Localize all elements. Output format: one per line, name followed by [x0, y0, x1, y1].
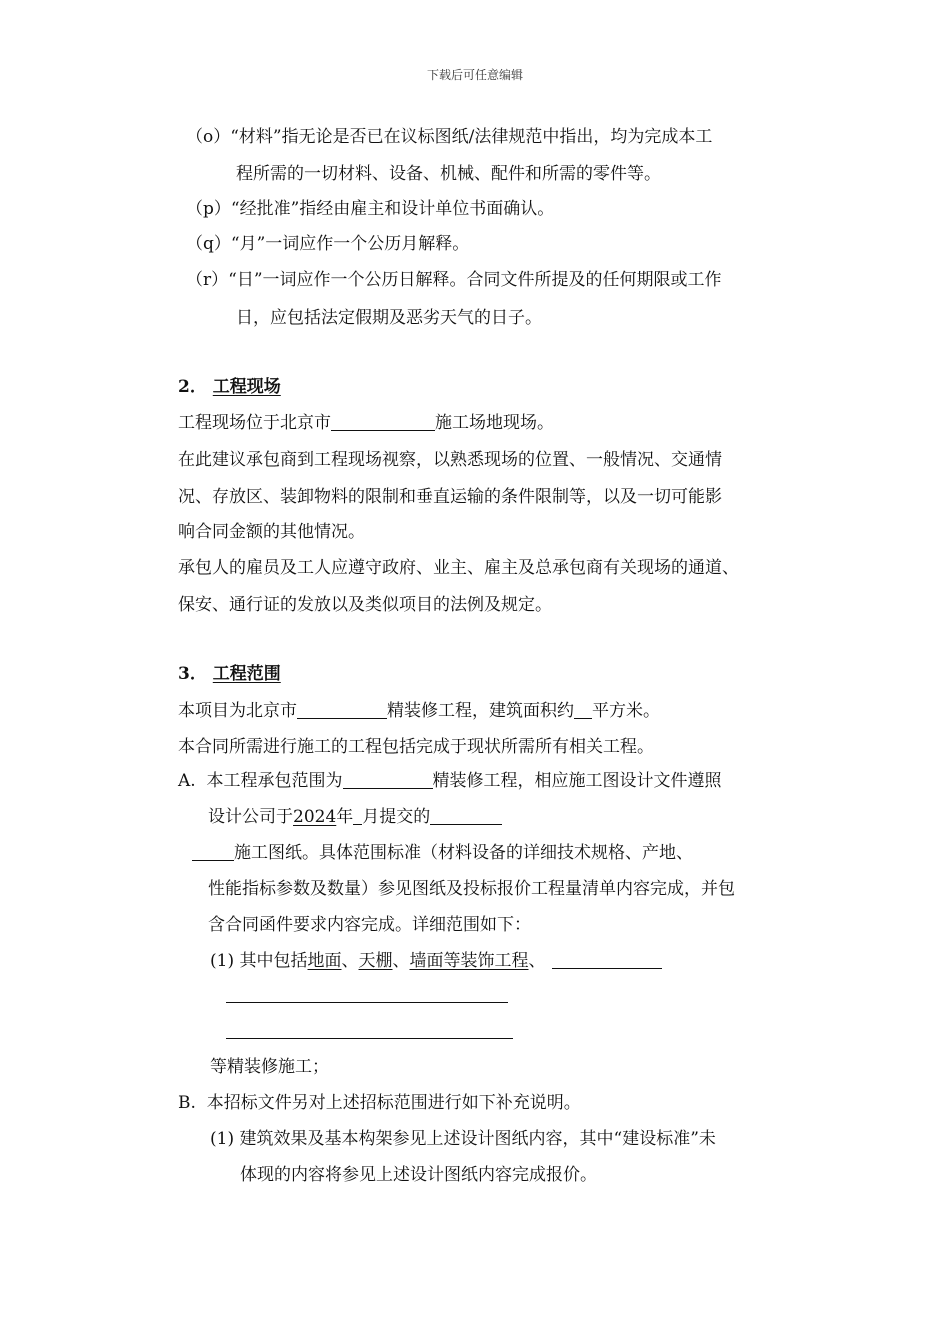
month-label: 月提交的: [362, 807, 431, 827]
section-3-heading: [178, 664, 281, 684]
project-name-blank: [297, 701, 387, 719]
scope-blank-line-1: [226, 1002, 508, 1003]
separator: 、: [341, 951, 359, 971]
section-2-title: 工程现场: [212, 377, 281, 397]
site-location-suffix: 施工场地现场。: [435, 413, 554, 433]
month-blank: [353, 807, 362, 825]
drawing-name-blank: [430, 807, 502, 825]
site-rules-line2: 保安、通行证的发放以及类似项目的法例及规定。: [178, 595, 552, 615]
item-a-label: A.: [178, 771, 196, 791]
project-summary-line: [178, 701, 660, 721]
section-3-title: 工程范围: [212, 664, 281, 684]
item-b-line: [178, 1093, 581, 1113]
item-b1-line1: [210, 1129, 716, 1149]
scope-floor: 地面: [307, 951, 342, 971]
section-2-number: 2．: [178, 377, 207, 397]
separator: 、: [392, 951, 410, 971]
scope-wall: 墙面等装饰工程: [409, 951, 529, 971]
item-a-prefix: 本工程承包范围为: [206, 771, 343, 791]
definition-r-line2: 日，应包括法定假期及恶劣天气的日子。: [236, 308, 542, 328]
scope-blank-line-2: [226, 1038, 513, 1039]
item-b1-text: 建筑效果及基本构架参见上述设计图纸内容，其中“建设标准”未: [239, 1129, 716, 1149]
definition-o-line2: 程所需的一切材料、设备、机械、配件和所需的零件等。: [236, 164, 661, 184]
drawing-name-blank-cont: [192, 843, 234, 861]
definition-o-line1: （o）“材料”指无论是否已在议标图纸/法律规范中指出，均为完成本工: [186, 127, 713, 147]
item-a1-label: (1): [210, 951, 235, 971]
item-a-line2: [208, 807, 502, 827]
section-2-heading: [178, 377, 281, 397]
project-summary-suffix: 平方米。: [592, 701, 660, 721]
item-b1-label: (1): [210, 1129, 235, 1149]
submission-year: 2024: [293, 807, 337, 827]
site-visit-line3: 响合同金额的其他情况。: [178, 522, 365, 542]
year-label: 年: [336, 807, 354, 827]
item-b-text: 本招标文件另对上述招标范围进行如下补充说明。: [206, 1093, 581, 1113]
definition-q: （q）“月”一词应作一个公历月解释。: [186, 234, 470, 254]
design-company-prefix: 设计公司于: [208, 807, 293, 827]
section-3-number: 3．: [178, 664, 207, 684]
item-a1-prefix: 其中包括: [239, 951, 308, 971]
site-location-line: [178, 413, 554, 433]
site-location-blank: [331, 413, 435, 431]
contract-scope-blank: [343, 771, 433, 789]
scope-ceiling: 天棚: [358, 951, 393, 971]
item-a1-end: 等精装修施工；: [210, 1057, 329, 1077]
item-a-line3-text: 施工图纸。具体范围标准（材料设备的详细技术规格、产地、: [234, 843, 693, 863]
page-header-note: 下载后可任意编辑: [426, 68, 523, 82]
item-b-label: B.: [178, 1093, 196, 1113]
item-a-line3: [192, 843, 693, 863]
site-visit-line1: 在此建议承包商到工程现场视察，以熟悉现场的位置、一般情况、交通情: [178, 450, 722, 470]
item-a-line1: [178, 771, 722, 791]
item-a1-line: [210, 951, 662, 971]
project-summary-prefix: 本项目为北京市: [178, 701, 297, 721]
item-a-line4: 性能指标参数及数量）参见图纸及投标报价工程量清单内容完成，并包: [208, 879, 735, 899]
item-b1-line2: 体现的内容将参见上述设计图纸内容完成报价。: [240, 1165, 597, 1185]
area-blank: [574, 701, 592, 719]
project-summary-middle: 精装修工程，建筑面积约: [387, 701, 574, 721]
scope-statement: 本合同所需进行施工的工程包括完成于现状所需所有相关工程。: [178, 737, 654, 757]
scope-extra-blank: [552, 951, 662, 969]
site-location-prefix: 工程现场位于北京市: [178, 413, 331, 433]
item-a-line5: 含合同函件要求内容完成。详细范围如下：: [208, 915, 531, 935]
item-a-suffix: 精装修工程，相应施工图设计文件遵照: [432, 771, 722, 791]
site-rules-line1: 承包人的雇员及工人应遵守政府、业主、雇主及总承包商有关现场的通道、: [178, 558, 739, 578]
definition-r-line1: （r）“日”一词应作一个公历日解释。合同文件所提及的任何期限或工作: [186, 270, 722, 290]
definition-p: （p）“经批准”指经由雇主和设计单位书面确认。: [186, 199, 555, 219]
separator: 、: [528, 951, 546, 971]
site-visit-line2: 况、存放区、装卸物料的限制和垂直运输的条件限制等，以及一切可能影: [178, 487, 722, 507]
